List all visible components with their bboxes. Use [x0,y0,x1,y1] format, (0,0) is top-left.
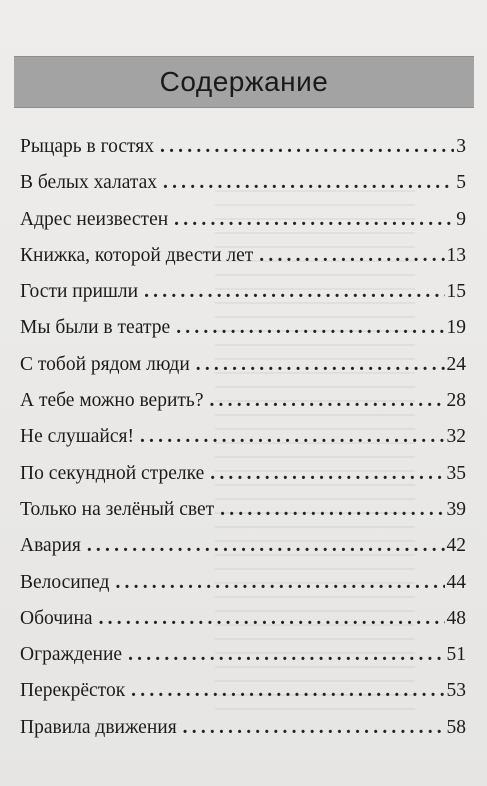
toc-entry-title: Гости пришли [20,281,139,303]
toc-entry-page: 13 [446,244,466,266]
contents-header-bar [14,56,474,108]
dot-leader [163,165,454,201]
toc-entry [20,274,466,310]
toc-entry-page: 39 [446,498,466,520]
toc-entry-title: Мы были в театре [20,317,171,339]
toc-entry-title: Велосипед [20,571,110,593]
table-of-contents [20,129,466,746]
toc-entry-page: 9 [456,208,466,230]
toc-entry-title: Книжка, которой двести лет [20,244,254,266]
page-title: Содержание [159,66,329,97]
dot-leader [144,274,444,310]
dot-leader [128,637,444,673]
dot-leader [115,565,444,601]
toc-entry-title: В белых халатах [20,172,158,194]
dot-leader [196,347,445,383]
dot-leader [160,129,454,165]
toc-entry-page: 48 [446,607,466,629]
toc-entry-page: 24 [446,353,466,375]
toc-entry [20,383,466,419]
toc-entry [20,637,466,673]
toc-entry-page: 53 [446,680,466,702]
toc-entry [20,710,466,746]
toc-entry-page: 3 [456,136,466,157]
dot-leader [87,528,445,564]
toc-entry-page: 42 [446,535,466,557]
toc-entry [20,347,466,383]
toc-entry-title: По секундной стрелке [20,462,205,484]
toc-entry-page: 44 [446,571,466,593]
dot-leader [259,238,444,274]
toc-entry-title: Ограждение [20,644,123,666]
toc-entry [20,238,466,274]
dot-leader [209,383,444,419]
toc-entry-title: Рыцарь в гостях [20,136,155,157]
toc-entry-page: 58 [446,716,466,738]
toc-entry-page: 35 [446,462,466,484]
toc-entry-title: А тебе можно верить? [20,390,204,412]
toc-entry [20,129,466,165]
dot-leader [99,601,445,637]
toc-entry-page: 15 [446,281,466,303]
toc-entry [20,419,466,455]
toc-entry [20,673,466,709]
toc-entry [20,601,466,637]
toc-entry-page: 19 [446,317,466,339]
toc-entry-title: С тобой рядом люди [20,353,190,375]
dot-leader [131,673,444,709]
toc-entry-page: 32 [446,426,466,448]
toc-entry [20,165,466,201]
toc-entry-title: Правила движения [20,716,177,738]
toc-entry-page: 5 [456,172,466,194]
toc-entry-title: Перекрёсток [20,680,126,702]
toc-entry-title: Не слушайся! [20,426,134,448]
dot-leader [210,456,444,492]
toc-entry [20,202,466,238]
toc-entry-title: Авария [20,535,81,557]
dot-leader [174,202,454,238]
toc-entry [20,492,466,528]
dot-leader [176,310,444,346]
toc-entry-page: 28 [446,390,466,412]
dot-leader [220,492,444,528]
toc-entry [20,310,466,346]
toc-entry [20,565,466,601]
toc-entry-title: Только на зелёный свет [20,498,215,520]
dot-leader [183,710,445,746]
toc-entry-title: Адрес неизвестен [20,208,169,230]
dot-leader [140,419,445,455]
toc-entry [20,456,466,492]
toc-entry-page: 51 [446,644,466,666]
toc-entry-title: Обочина [20,607,93,629]
toc-entry [20,528,466,564]
